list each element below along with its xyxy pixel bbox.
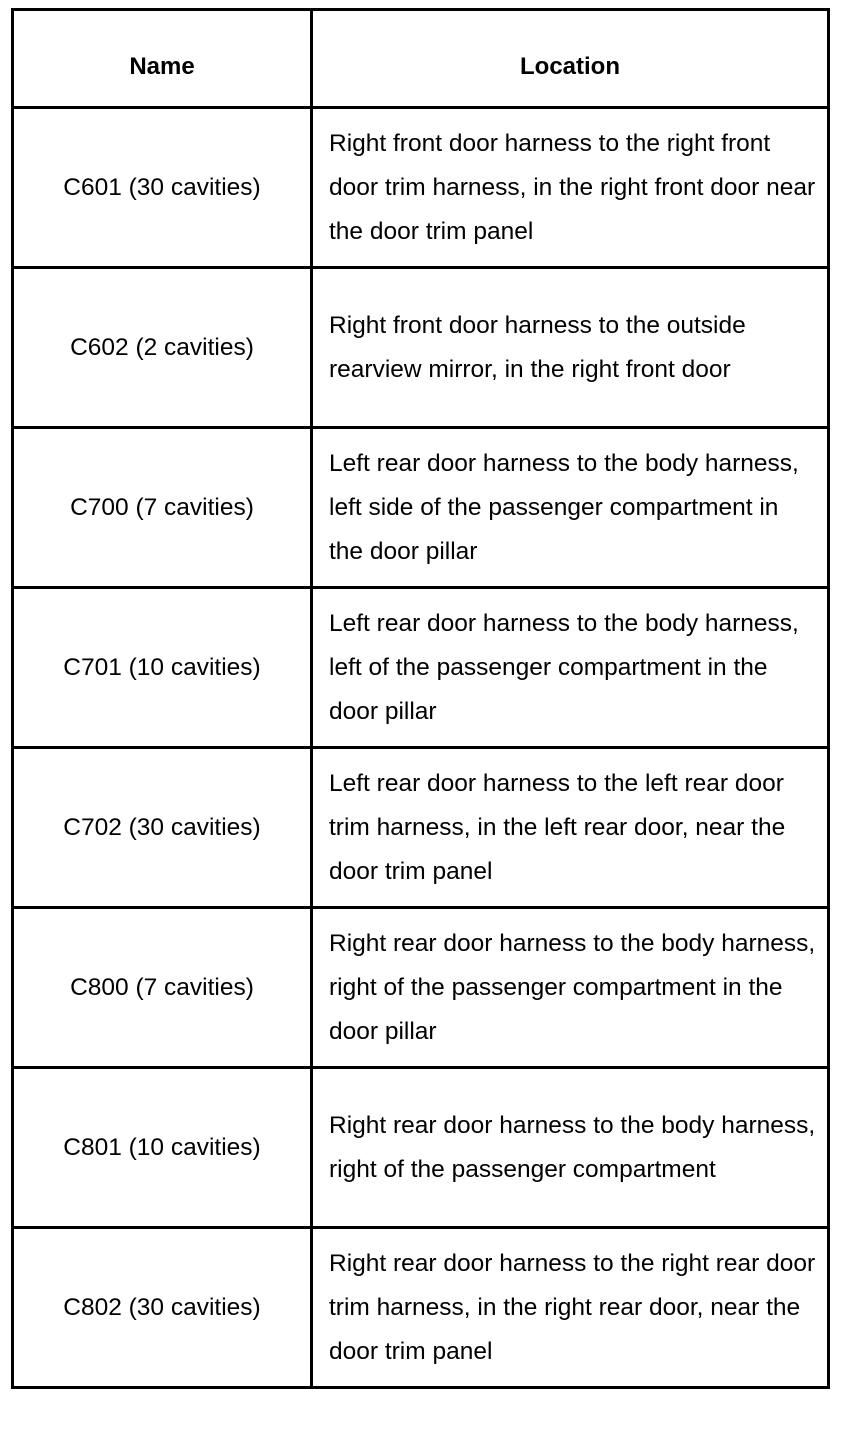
table-row: [13, 108, 829, 268]
connector-name-cell: C800 (7 cavities): [13, 908, 312, 1068]
table-row: [13, 428, 829, 588]
name-column-header: Name: [13, 10, 312, 108]
connector-location-table: [11, 8, 830, 1389]
connector-location-cell: Right rear door harness to the right rear door trim harness, in the right rear door, near the door trim panel: [312, 1228, 829, 1388]
connector-name-cell: C701 (10 cavities): [13, 588, 312, 748]
table-row: [13, 268, 829, 428]
connector-name-cell: C602 (2 cavities): [13, 268, 312, 428]
table-row: [13, 1068, 829, 1228]
table-row: [13, 748, 829, 908]
connector-location-cell: Left rear door harness to the left rear door trim harness, in the left rear door, near the door trim panel: [312, 748, 829, 908]
table-row: [13, 1228, 829, 1388]
connector-location-cell: Right front door harness to the outside rearview mirror, in the right front door: [312, 268, 829, 428]
table-row: [13, 588, 829, 748]
connector-location-cell: Right rear door harness to the body harness, right of the passenger compartment: [312, 1068, 829, 1228]
location-column-header: Location: [312, 10, 829, 108]
connector-name-cell: C601 (30 cavities): [13, 108, 312, 268]
connector-name-cell: C702 (30 cavities): [13, 748, 312, 908]
connector-name-cell: C801 (10 cavities): [13, 1068, 312, 1228]
connector-location-cell: Left rear door harness to the body harness, left of the passenger compartment in the door pillar: [312, 588, 829, 748]
connector-location-cell: Left rear door harness to the body harness, left side of the passenger compartment in the door pillar: [312, 428, 829, 588]
table-row: [13, 908, 829, 1068]
connector-location-cell: Right rear door harness to the body harness, right of the passenger compartment in the door pillar: [312, 908, 829, 1068]
connector-name-cell: C700 (7 cavities): [13, 428, 312, 588]
connector-location-cell: Right front door harness to the right front door trim harness, in the right front door near the door trim panel: [312, 108, 829, 268]
table-header-row: [13, 10, 829, 108]
connector-name-cell: C802 (30 cavities): [13, 1228, 312, 1388]
